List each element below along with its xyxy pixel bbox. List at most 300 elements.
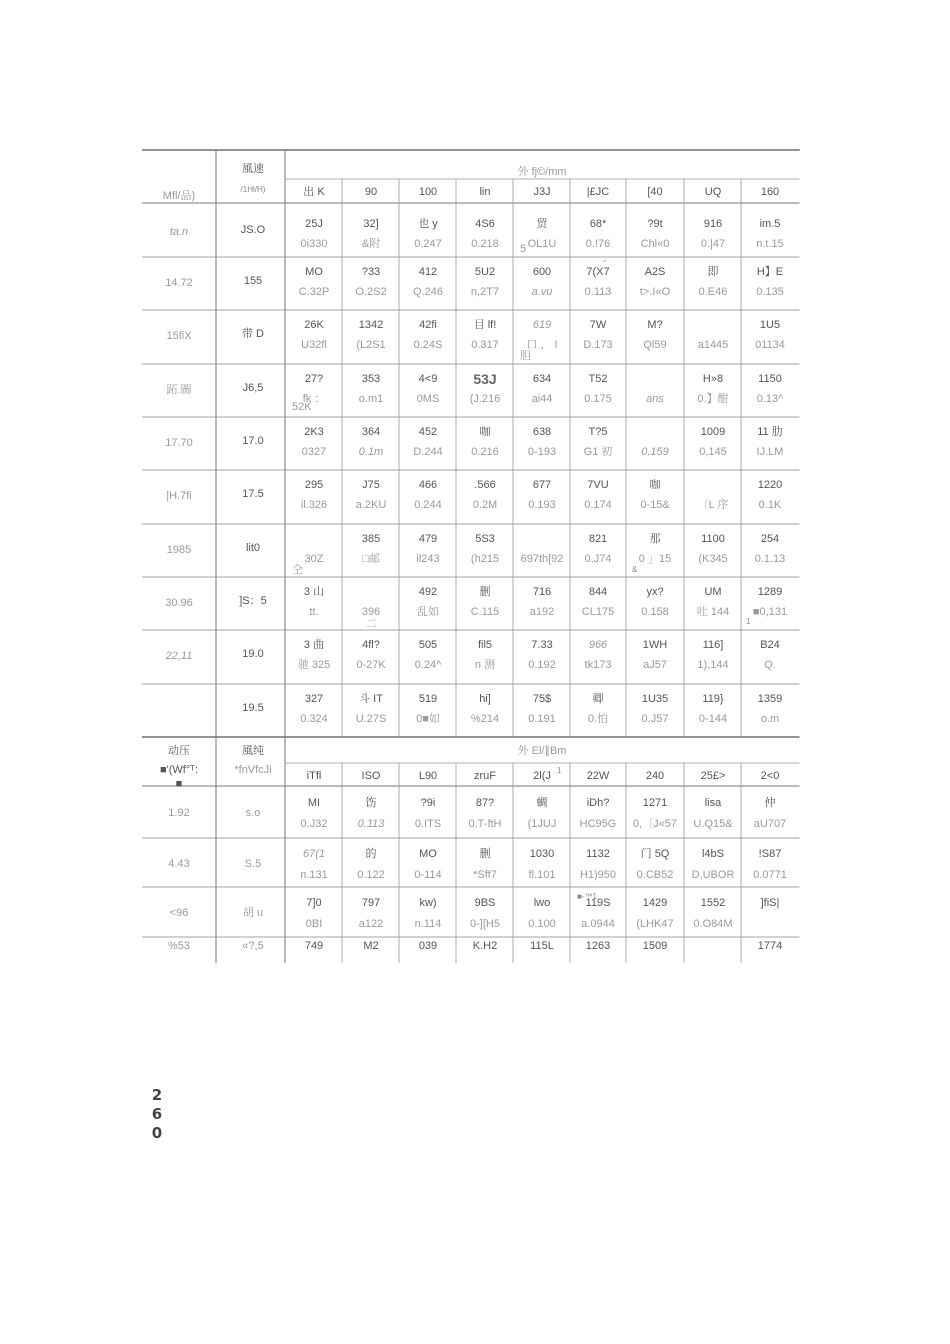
value-top: 3 山 [303,586,325,598]
value-bottom: tt. [309,606,319,618]
row-label: 30.96 [165,596,193,609]
row-label: |H.7fi [166,490,192,502]
value-top: lwo [533,897,551,909]
value-top: UM [704,586,722,598]
value-top: 1U5 [759,319,781,331]
row-label: ta.n [169,226,189,238]
value-bottom: Ql59 [643,339,667,351]
value-bottom: 0.0771 [753,869,787,881]
value-note: ′′ [603,259,606,268]
sub-header: 160 [760,186,780,198]
value-top: 卿 [592,693,604,705]
value-bottom: (J.216 [469,393,501,405]
value-top: fil5 [477,639,493,651]
row-speed: 17.5 [242,488,264,500]
value-top: 492 [418,586,438,598]
value-bottom: 0.1K [758,499,782,511]
value-bottom: 0BI [305,918,323,930]
value-top: 1359 [757,693,783,705]
value-bottom: o.m [760,713,780,725]
value-bottom: 0-27K [356,659,386,671]
value-bottom: aJ57 [643,659,667,671]
value-top: 9BS [474,897,496,909]
value-top: 116] [702,639,724,651]
value-top: hi] [479,693,491,705]
value-bottom: 0MS [416,393,440,405]
value-bottom: 0.J74 [584,553,612,565]
value-top: 797 [361,897,381,909]
sub-header: lin [479,186,491,198]
row-speed: «?,5 [242,940,264,952]
value-bottom: 0-114 [414,869,442,881]
value-bottom: 0.CB52 [636,869,674,881]
value-note: 1 [746,617,751,626]
value-top: 412 [418,266,438,278]
value-bottom: 0.191 [528,713,556,725]
value-bottom: OL1U [527,238,557,250]
value-bottom: 0.100 [528,918,556,930]
value-bottom: 0.216 [471,446,499,458]
value-top: 1342 [358,319,384,331]
column-header: 風纯 [242,745,264,757]
column-header-unit: *fnVfcJi [234,764,272,776]
value-bottom: 697th[92 [520,553,564,565]
value-top: 1009 [700,426,726,438]
value-bottom: 〔L 序 [697,499,729,511]
value-bottom: il243 [416,553,440,565]
row-speed: 17.0 [242,434,264,447]
page-number [150,1086,164,1143]
value-top: 619 [532,319,552,331]
value-top: 4fl? [362,639,380,651]
row-speed: ]S：5 [239,594,267,607]
sub-header: 100 [418,186,438,198]
row-speed: J6,5 [242,381,264,394]
value-bottom: 0.E46 [698,286,728,298]
value-bottom: 0.158 [641,606,669,618]
value-bottom: 0.T-ftH [468,818,502,830]
value-note: 1 [557,766,562,775]
value-bottom: D,UBOR [691,869,735,881]
value-bottom: (1JUJ [527,818,557,830]
value-top: ?33 [361,266,381,278]
value-bottom: 0.122 [357,869,385,881]
value-top: 1030 [529,848,555,860]
value-top: yx? [646,586,664,598]
row-label: <96 [169,907,189,919]
value-top: iDh? [586,797,610,809]
value-top: 716 [532,586,552,598]
value-top: 1100 [701,533,725,545]
value-top: 115L [530,940,554,952]
span-header: 外 El/∥Bm [517,745,567,757]
value-bottom: C.32P [298,286,330,298]
value-top: 505 [418,639,438,651]
value-top: !S87 [758,848,782,860]
value-bottom: n 测 [474,659,496,671]
value-bottom: 0■如 [416,713,440,725]
value-top: kw) [419,897,437,909]
value-bottom: a192 [529,606,555,618]
value-bottom: a.0944 [581,918,615,930]
value-bottom: 0.ITS [414,818,442,830]
value-top: 119} [702,693,724,705]
row-label: 14.72 [165,276,193,289]
value-bottom: 0-144 [698,713,728,725]
sub-header: iTfl [306,770,322,782]
value-bottom: 01134 [755,339,785,351]
value-top: 1220 [757,479,783,491]
value-bottom: D.244 [413,446,443,458]
value-bottom: a.vu [531,286,553,298]
value-top: 638 [532,426,552,438]
row-label: 1.92 [168,807,190,819]
value-top: 1150 [758,373,782,385]
value-bottom: G1 初 [583,446,613,458]
value-top: 844 [588,586,608,598]
value-top: 1263 [585,940,611,952]
sub-header: UQ [704,186,722,198]
value-bottom: 0327 [301,446,327,458]
value-bottom: (LHK47 [636,918,674,930]
value-bottom: (L2S1 [356,339,386,351]
value-top: 1271 [642,797,668,809]
page-number-digit: 0 [151,1124,163,1142]
value-bottom: Chl«0 [640,238,670,250]
value-bottom: 0i330 [300,238,328,250]
value-bottom: U.Q15& [693,818,733,830]
value-top: 4<9 [418,373,438,385]
page-number-digit: 2 [151,1086,163,1104]
value-bottom: a.2KU [355,499,387,511]
value-bottom: 0.怕 [587,713,609,725]
value-top: 519 [418,693,438,705]
value-top: 749 [304,940,324,952]
value-top: 蜩 [536,797,548,809]
value-top: 5U2 [474,266,496,278]
value-bottom: 0.159 [641,446,669,458]
value-note: & [632,565,638,574]
value-top: l4bS [701,848,725,860]
value-top: .566 [474,479,496,491]
value-bottom: C.115 [470,606,500,618]
value-bottom: 0.113 [357,818,385,830]
row-speed: 带 D [242,328,264,340]
value-top: 821 [588,533,608,545]
value-top: T52 [588,373,608,385]
column-header: Mfl/品) [162,190,196,202]
value-bottom: D.173 [583,339,613,351]
value-top: 7W [589,319,607,331]
value-bottom: Q.246 [413,286,443,298]
value-bottom: 0.24S [413,339,443,351]
value-top: MO [419,848,437,860]
value-note: 仝 [292,564,303,576]
value-top: 68* [589,218,607,230]
value-bottom: 0.1.13 [754,553,786,565]
value-top: im.5 [759,218,781,230]
value-top: lisa [704,797,722,809]
value-top: MI [307,797,321,809]
value-top: 7]0 [306,897,322,909]
value-bottom: 0.192 [528,659,556,671]
value-top: 那 [649,533,661,545]
value-top: 目 lf! [473,319,497,331]
value-top: 也 y [418,218,438,230]
value-bottom: HC95G [579,818,617,830]
value-bottom: 0.218 [471,238,499,250]
value-top: 966 [588,639,608,651]
value-top: 1289 [757,586,783,598]
value-top: ?9i [420,797,436,809]
column-header: 动压 [168,745,190,757]
value-top: 916 [703,218,723,230]
value-bottom: aU707 [753,818,787,830]
value-top: 仲 [764,797,776,809]
value-bottom: 0.174 [584,499,612,511]
value-bottom: 0.324 [300,713,328,725]
value-bottom: 0.|47 [700,238,726,250]
value-top: 删 [479,848,491,860]
sub-header: L90 [418,770,438,782]
sub-header: 22W [586,770,610,782]
sub-header: 2<0 [760,770,780,782]
value-bottom: o.m1 [358,393,384,405]
value-top: 1132 [586,848,610,860]
sub-header: zruF [474,770,496,782]
value-top: K.H2 [472,940,498,952]
value-top: 即 [707,266,719,278]
value-top: 1509 [642,940,668,952]
value-top: 466 [418,479,438,491]
value-bottom: n.131 [300,869,328,881]
value-top: 4S6 [475,218,495,230]
sub-header: 2l(J [533,770,551,782]
value-top: 5S3 [475,533,495,545]
value-bottom: 0.J57 [641,713,669,725]
value-top: 87? [475,797,495,809]
value-bottom: n.t.15 [756,238,784,250]
row-label: 17.70 [165,436,193,449]
value-top: 2K3 [304,426,324,438]
span-header: 外 fj©/mm [517,166,567,178]
page-number-digit: 6 [151,1105,163,1123]
value-top: H】E [756,266,784,278]
value-top: ?9t [647,218,663,230]
column-header-unit: /1Hl/H) [240,185,266,194]
sub-header: 25£> [700,770,726,782]
value-top: 634 [532,373,552,385]
value-bottom: 0.24^ [414,659,442,671]
value-top: 42fi [419,319,437,331]
sub-header: [40 [647,186,663,198]
value-top: 斗 IT [359,693,383,705]
value-top: 677 [532,479,552,491]
value-bottom: IJ.LM [756,446,784,458]
value-top: 11 肋 [757,426,783,438]
value-bottom: H1)950 [579,869,617,881]
value-top: 1429 [642,897,668,909]
row-speed: 155 [243,274,263,287]
value-top: 385 [361,533,381,545]
value-bottom: 吐 144 [696,606,730,618]
value-top: 咖 [649,479,661,491]
value-bottom: 0.J32 [300,818,328,830]
value-bottom: 0-15& [640,499,670,511]
value-bottom: 0.O84M [693,918,733,930]
value-bottom: 1),144 [697,659,729,671]
value-bottom: *Sff7 [473,869,497,881]
value-top: MO [305,266,323,278]
value-bottom: a122 [358,918,384,930]
value-bottom: 0-][H5 [470,918,500,930]
row-speed: 19.5 [242,701,264,714]
value-bottom: &附 [361,238,381,250]
sub-header: ISO [361,770,381,782]
row-label: 4.43 [168,858,190,870]
value-bottom: 0.13^ [756,393,784,405]
value-bottom: 驰 325 [297,659,331,671]
sub-header: 出 K [303,186,325,198]
value-bottom: fl.101 [528,869,556,881]
row-label: 1985 [166,543,192,556]
value-top: 7.33 [531,639,553,651]
row-label: 15fiX [166,330,192,342]
value-bottom: 口 ， I [526,339,558,351]
value-top: 删 [479,586,491,598]
value-bottom: n.114 [414,918,442,930]
value-top: 479 [418,533,438,545]
value-note: 52K [292,401,312,413]
value-top: 53J [473,371,497,387]
value-top: 32] [363,218,379,230]
value-bottom: a1445 [697,339,729,351]
value-top: H»8 [702,373,724,385]
value-top: 254 [760,533,780,545]
value-top: 67(1 [302,848,326,860]
value-bottom: O.2S2 [355,286,387,298]
value-bottom: %214 [470,713,500,725]
value-bottom: tk173 [584,659,612,671]
value-bottom: 0.175 [584,393,612,405]
value-bottom: 0.193 [528,499,556,511]
value-top: 364 [361,426,381,438]
value-top: 25J [305,218,323,230]
value-note: 5 [520,243,527,255]
value-bottom: 0.】酣 [697,393,729,405]
value-top: 3 曲 [303,639,325,651]
value-top: 452 [418,426,438,438]
row-speed: lit0 [245,541,261,554]
value-top: 1774 [757,940,783,952]
value-bottom: 乱如 [417,606,439,618]
row-label: %53 [167,940,191,952]
value-note: ■-™1 [577,892,597,901]
value-top: 27? [304,373,324,385]
value-top: 039 [418,940,438,952]
value-bottom: 0.247 [414,238,442,250]
value-bottom: ■0,131 [752,606,788,618]
value-bottom: 0.2M [472,499,498,511]
row-label: 22,11 [165,650,193,662]
value-bottom: ai44 [531,393,553,405]
value-top: 119S [585,897,611,909]
value-bottom: 0.!76 [585,238,611,250]
sub-header: 240 [645,770,665,782]
value-bottom: CL175 [581,606,615,618]
column-header: 風速 [242,163,264,175]
value-top: 7(X7 [586,266,610,278]
value-bottom: 0.244 [414,499,442,511]
value-bottom: 0,〔J«57 [632,818,678,830]
value-bottom: ans [646,393,664,405]
value-bottom: (K345 [698,553,728,565]
value-bottom: 0.135 [756,286,784,298]
sub-header: 90 [364,186,378,198]
value-bottom: (h215 [470,553,500,565]
value-bottom: t>.I«O [639,286,671,298]
value-top: 295 [304,479,324,491]
value-top: A2S [644,266,666,278]
value-bottom: 0 」15 [638,553,672,565]
value-bottom: fk ： [302,393,326,405]
value-bottom: 0-193 [527,446,557,458]
value-bottom: 0.1m [358,446,384,458]
value-bottom: il.326 [300,499,328,511]
value-note: 胆 [520,350,531,362]
value-top: J75 [362,479,380,491]
row-label: 跖.圖 [166,383,192,396]
value-bottom: n,2T7 [470,286,500,298]
column-header-unit: ■'(Wf°ᵀ: [159,764,199,776]
sub-header: J3J [533,186,551,198]
value-top: 327 [304,693,324,705]
value-top: B24 [760,639,780,651]
value-top: 饬 [365,797,377,809]
value-bottom: U32fl [301,339,327,351]
value-top: 1552 [700,897,726,909]
value-top: 的 [365,848,377,860]
value-top: 门 5Q [640,848,670,860]
value-bottom: 0.113 [584,286,612,298]
value-top: ]fiS| [760,897,780,909]
row-speed: JS.O [240,224,266,236]
value-top: 咖 [479,426,491,438]
value-top: M2 [363,940,379,952]
value-bottom: Q. [764,659,776,671]
value-top: T?5 [588,426,608,438]
value-top: 26K [304,319,324,331]
row-speed: 胡 u [242,907,264,919]
value-top: 1WH [642,639,668,651]
value-bottom: □邮 [362,553,380,565]
row-speed: 19.0 [242,648,264,660]
value-top: 7VU [587,479,609,491]
sub-header: |£JC [586,186,610,198]
value-top: 353 [361,373,381,385]
row-speed: s.o [245,807,261,819]
value-bottom: 0.317 [471,339,499,351]
value-top: 600 [532,266,552,278]
value-bottom: 30Z [304,553,324,565]
value-bottom: 0,145 [699,446,727,458]
value-top: 1U35 [641,693,669,705]
value-bottom: 396 [361,606,381,618]
column-header-mark: ■ [175,778,183,790]
value-note: 二 [366,618,377,630]
row-speed: S.5 [244,858,262,870]
value-top: 贸 [536,218,548,230]
